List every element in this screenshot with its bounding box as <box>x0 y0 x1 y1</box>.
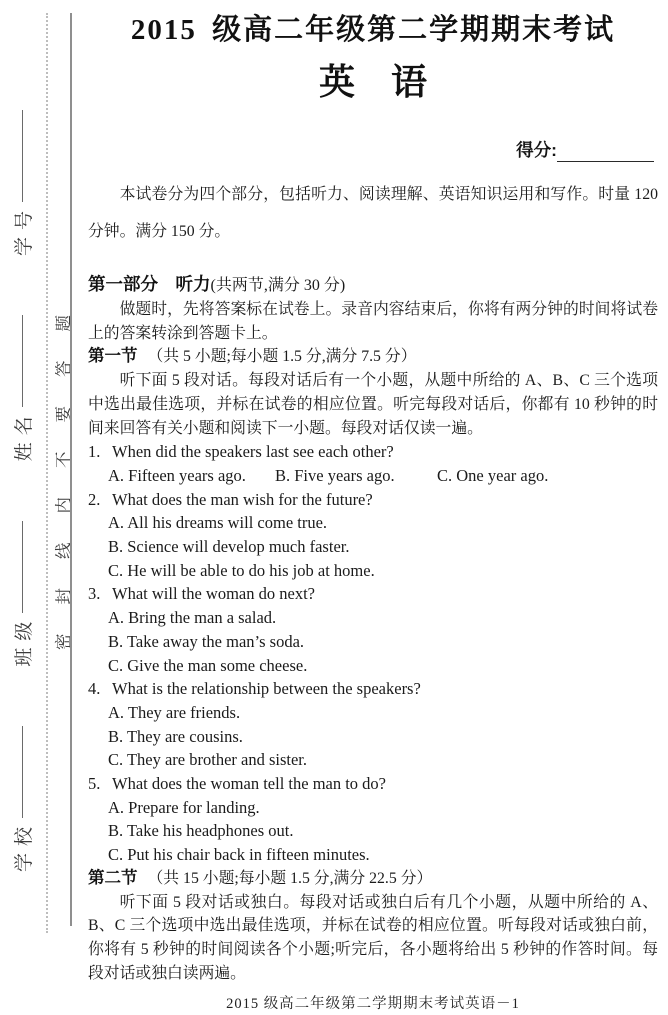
question-stem-row <box>88 440 658 464</box>
seal-solid-line <box>70 13 72 926</box>
question <box>88 772 658 867</box>
section2-heading <box>88 867 658 891</box>
margin-field-label: 学号 <box>13 204 35 257</box>
question-stem: When did the speakers last see each other? <box>112 442 394 462</box>
margin-field-label: 姓名 <box>13 409 35 462</box>
margin-field-blank-line <box>22 521 23 613</box>
page-title: 2015 级高二年级第二学期期末考试 <box>130 14 616 46</box>
score-row <box>88 138 658 162</box>
part1-heading-meta: (共两节,满分 30 分) <box>210 277 346 294</box>
option: B. Science will develop much faster. <box>108 537 350 557</box>
seal-dotted-line <box>46 13 48 933</box>
margin-field <box>9 521 36 667</box>
option: C. One year ago. <box>437 465 549 485</box>
question-stem: What is the relationship between the speakers? <box>112 679 421 699</box>
question-options <box>88 511 658 582</box>
margin-field-blank-line <box>22 726 23 818</box>
question-number: 1. <box>88 442 101 462</box>
margin-fields <box>9 110 35 872</box>
section1-meta: （共 5 小题;每小题 1.5 分,满分 7.5 分） <box>147 348 417 366</box>
margin-field <box>9 726 36 872</box>
option: C. He will be able to do his job at home. <box>108 560 375 580</box>
subject-title: 英 语 <box>318 61 427 102</box>
section2-meta: （共 15 小题;每小题 1.5 分,满分 22.5 分） <box>147 869 433 887</box>
part1-heading <box>88 272 658 298</box>
option: A. Bring the man a salad. <box>108 608 277 628</box>
seal-text: 密封线内不要答题 <box>54 286 73 650</box>
section1-heading <box>88 345 658 369</box>
question-number: 2. <box>88 489 101 509</box>
question <box>88 677 658 772</box>
margin-field <box>9 315 36 461</box>
section2-instructions: 听下面 5 段对话或独白。每段对话或独白后有几个小题，从题中所给的 A、B、C 三个选项中选出最佳选项，并标在试卷的相应位置。听每段对话或独白前，你将有 5 秒钟的时间阅读各个小题;听完后，各小题将给出 5 秒钟的作答时间。每段对话或独白读两遍。 <box>88 893 658 982</box>
question-stem-row <box>88 582 658 606</box>
question-options <box>88 606 658 677</box>
question <box>88 440 658 487</box>
question <box>88 488 658 583</box>
question-stem: What will the woman do next? <box>112 584 315 604</box>
question-number: 4. <box>88 679 101 699</box>
question-stem: What does the man wish for the future? <box>112 489 373 509</box>
margin-field-label: 学校 <box>13 819 35 872</box>
question-options <box>88 701 658 772</box>
exam-content <box>88 0 658 1015</box>
option: B. Take away the man’s soda. <box>108 631 305 651</box>
option: A. All his dreams will come true. <box>108 513 328 533</box>
option: B. Take his headphones out. <box>108 821 294 841</box>
section1-instructions: 听下面 5 段对话。每段对话后有一个小题，从题中所给的 A、B、C 三个选项中选出最佳选项，并标在试卷的相应位置。听完每段对话后，你都有 10 秒钟的时间来回答有关小题和阅读下一小题。每段对话仅读一遍。 <box>88 372 658 437</box>
question-stem-row <box>88 677 658 701</box>
option: C. They are brother and sister. <box>108 750 308 770</box>
question-number: 3. <box>88 584 101 604</box>
score-label: 得分: <box>516 140 557 160</box>
option: B. They are cousins. <box>108 726 243 746</box>
score-blank-line <box>557 146 654 162</box>
question-number: 5. <box>88 774 101 794</box>
section1-label: 第一节 <box>88 347 138 366</box>
margin-field-label: 班级 <box>13 614 35 667</box>
exam-intro: 本试卷分为四个部分，包括听力、阅读理解、英语知识运用和写作。时量 120 分钟。满分 150 分。 <box>88 186 658 240</box>
question-stem-row <box>88 772 658 796</box>
margin-field-blank-line <box>22 315 23 407</box>
option: A. Fifteen years ago. <box>108 465 246 485</box>
question-options <box>88 796 658 867</box>
section2-label: 第二节 <box>88 868 138 887</box>
option: C. Give the man some cheese. <box>108 655 308 675</box>
page-footer: 2015 级高二年级第二学期期末考试英语－1 <box>226 996 520 1013</box>
option: A. Prepare for landing. <box>108 797 260 817</box>
question <box>88 582 658 677</box>
option: B. Five years ago. <box>275 465 395 485</box>
margin-field <box>9 110 36 256</box>
question-stem: What does the woman tell the man to do? <box>112 774 387 794</box>
margin-field-blank-line <box>22 110 23 202</box>
question-stem-row <box>88 488 658 512</box>
question-options <box>88 464 658 488</box>
part1-heading-label: 第一部分 听力 <box>88 274 211 294</box>
question-list <box>88 440 658 867</box>
part1-instructions: 做题时，先将答案标在试卷上。录音内容结束后，你将有两分钟的时间将试卷上的答案转涂到答题卡上。 <box>88 301 658 342</box>
option: C. Put his chair back in fifteen minutes. <box>108 845 370 865</box>
option: A. They are friends. <box>108 702 241 722</box>
